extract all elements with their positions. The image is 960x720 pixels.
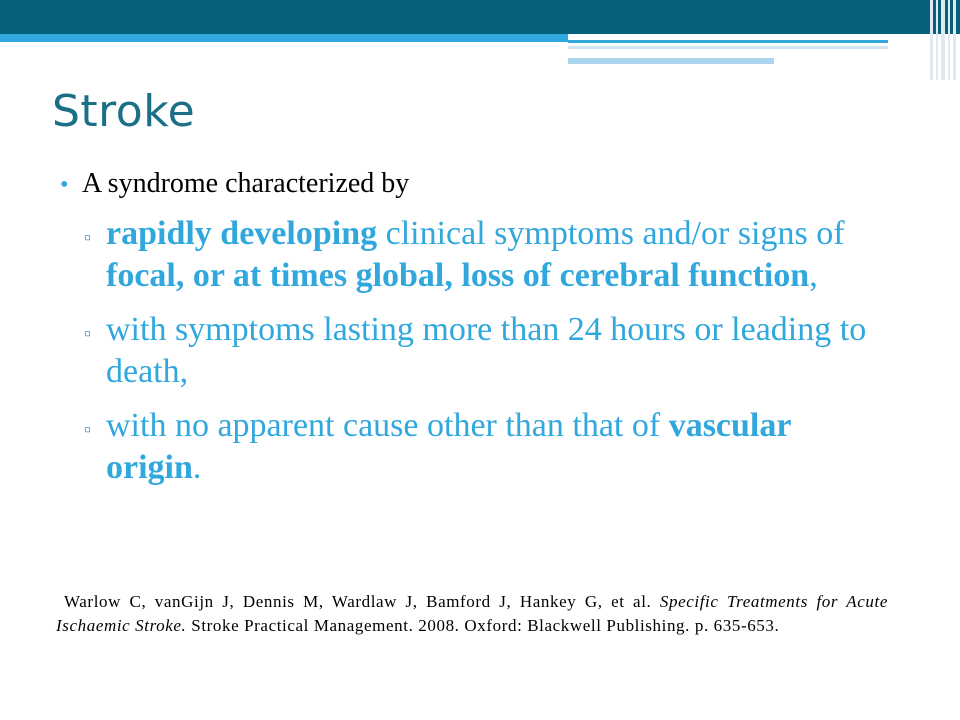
sub-bullet-text — [106, 309, 870, 393]
sub-bullet-text — [106, 405, 870, 489]
citation — [56, 590, 888, 638]
plain-text: , — [809, 257, 818, 294]
citation-rest: Stroke Practical Management. 2008. Oxford: Blackwell Publishing. p. 635-653. — [186, 616, 780, 635]
slide-content — [60, 164, 870, 501]
sub-bullet-item — [84, 405, 870, 489]
square-bullet-icon: ▫ — [84, 419, 92, 441]
plain-text: with no apparent cause other than that of — [106, 407, 669, 444]
sub-bullet-text — [106, 213, 870, 297]
header-band — [0, 0, 960, 34]
sub-bullet-item — [84, 309, 870, 393]
plain-text: with symptoms lasting more than 24 hours or leading to death, — [106, 311, 867, 390]
header-stripe — [568, 40, 888, 43]
slide-title: Stroke — [52, 86, 196, 137]
square-bullet-icon: ▫ — [84, 227, 92, 249]
header-stripe — [568, 58, 774, 64]
plain-text: . — [192, 449, 202, 486]
citation-title: Specific Treatments for Acute Ischaemic Stroke. — [56, 592, 888, 635]
citation-authors: Warlow C, vanGijn J, Dennis M, Wardlaw J, Bamford J, Hankey G, et al. — [64, 592, 660, 611]
bullet-item — [60, 164, 870, 205]
plain-text: clinical symptoms and/or signs of — [377, 215, 845, 252]
header-stripe — [0, 34, 568, 42]
square-bullet-icon: ▫ — [84, 323, 92, 345]
corner-decoration — [926, 0, 960, 80]
sub-bullet-item — [84, 213, 870, 297]
emphasis-text: rapidly developing — [106, 215, 378, 252]
bullet-dot-icon: • — [60, 172, 69, 198]
emphasis-text: focal, or at times global, loss of cerebral function — [106, 257, 810, 294]
bullet-text: A syndrome characterized by — [82, 168, 410, 199]
header-stripe — [568, 46, 888, 49]
emphasis-text: vascular origin — [106, 407, 791, 486]
sub-bullet-list — [84, 213, 870, 489]
